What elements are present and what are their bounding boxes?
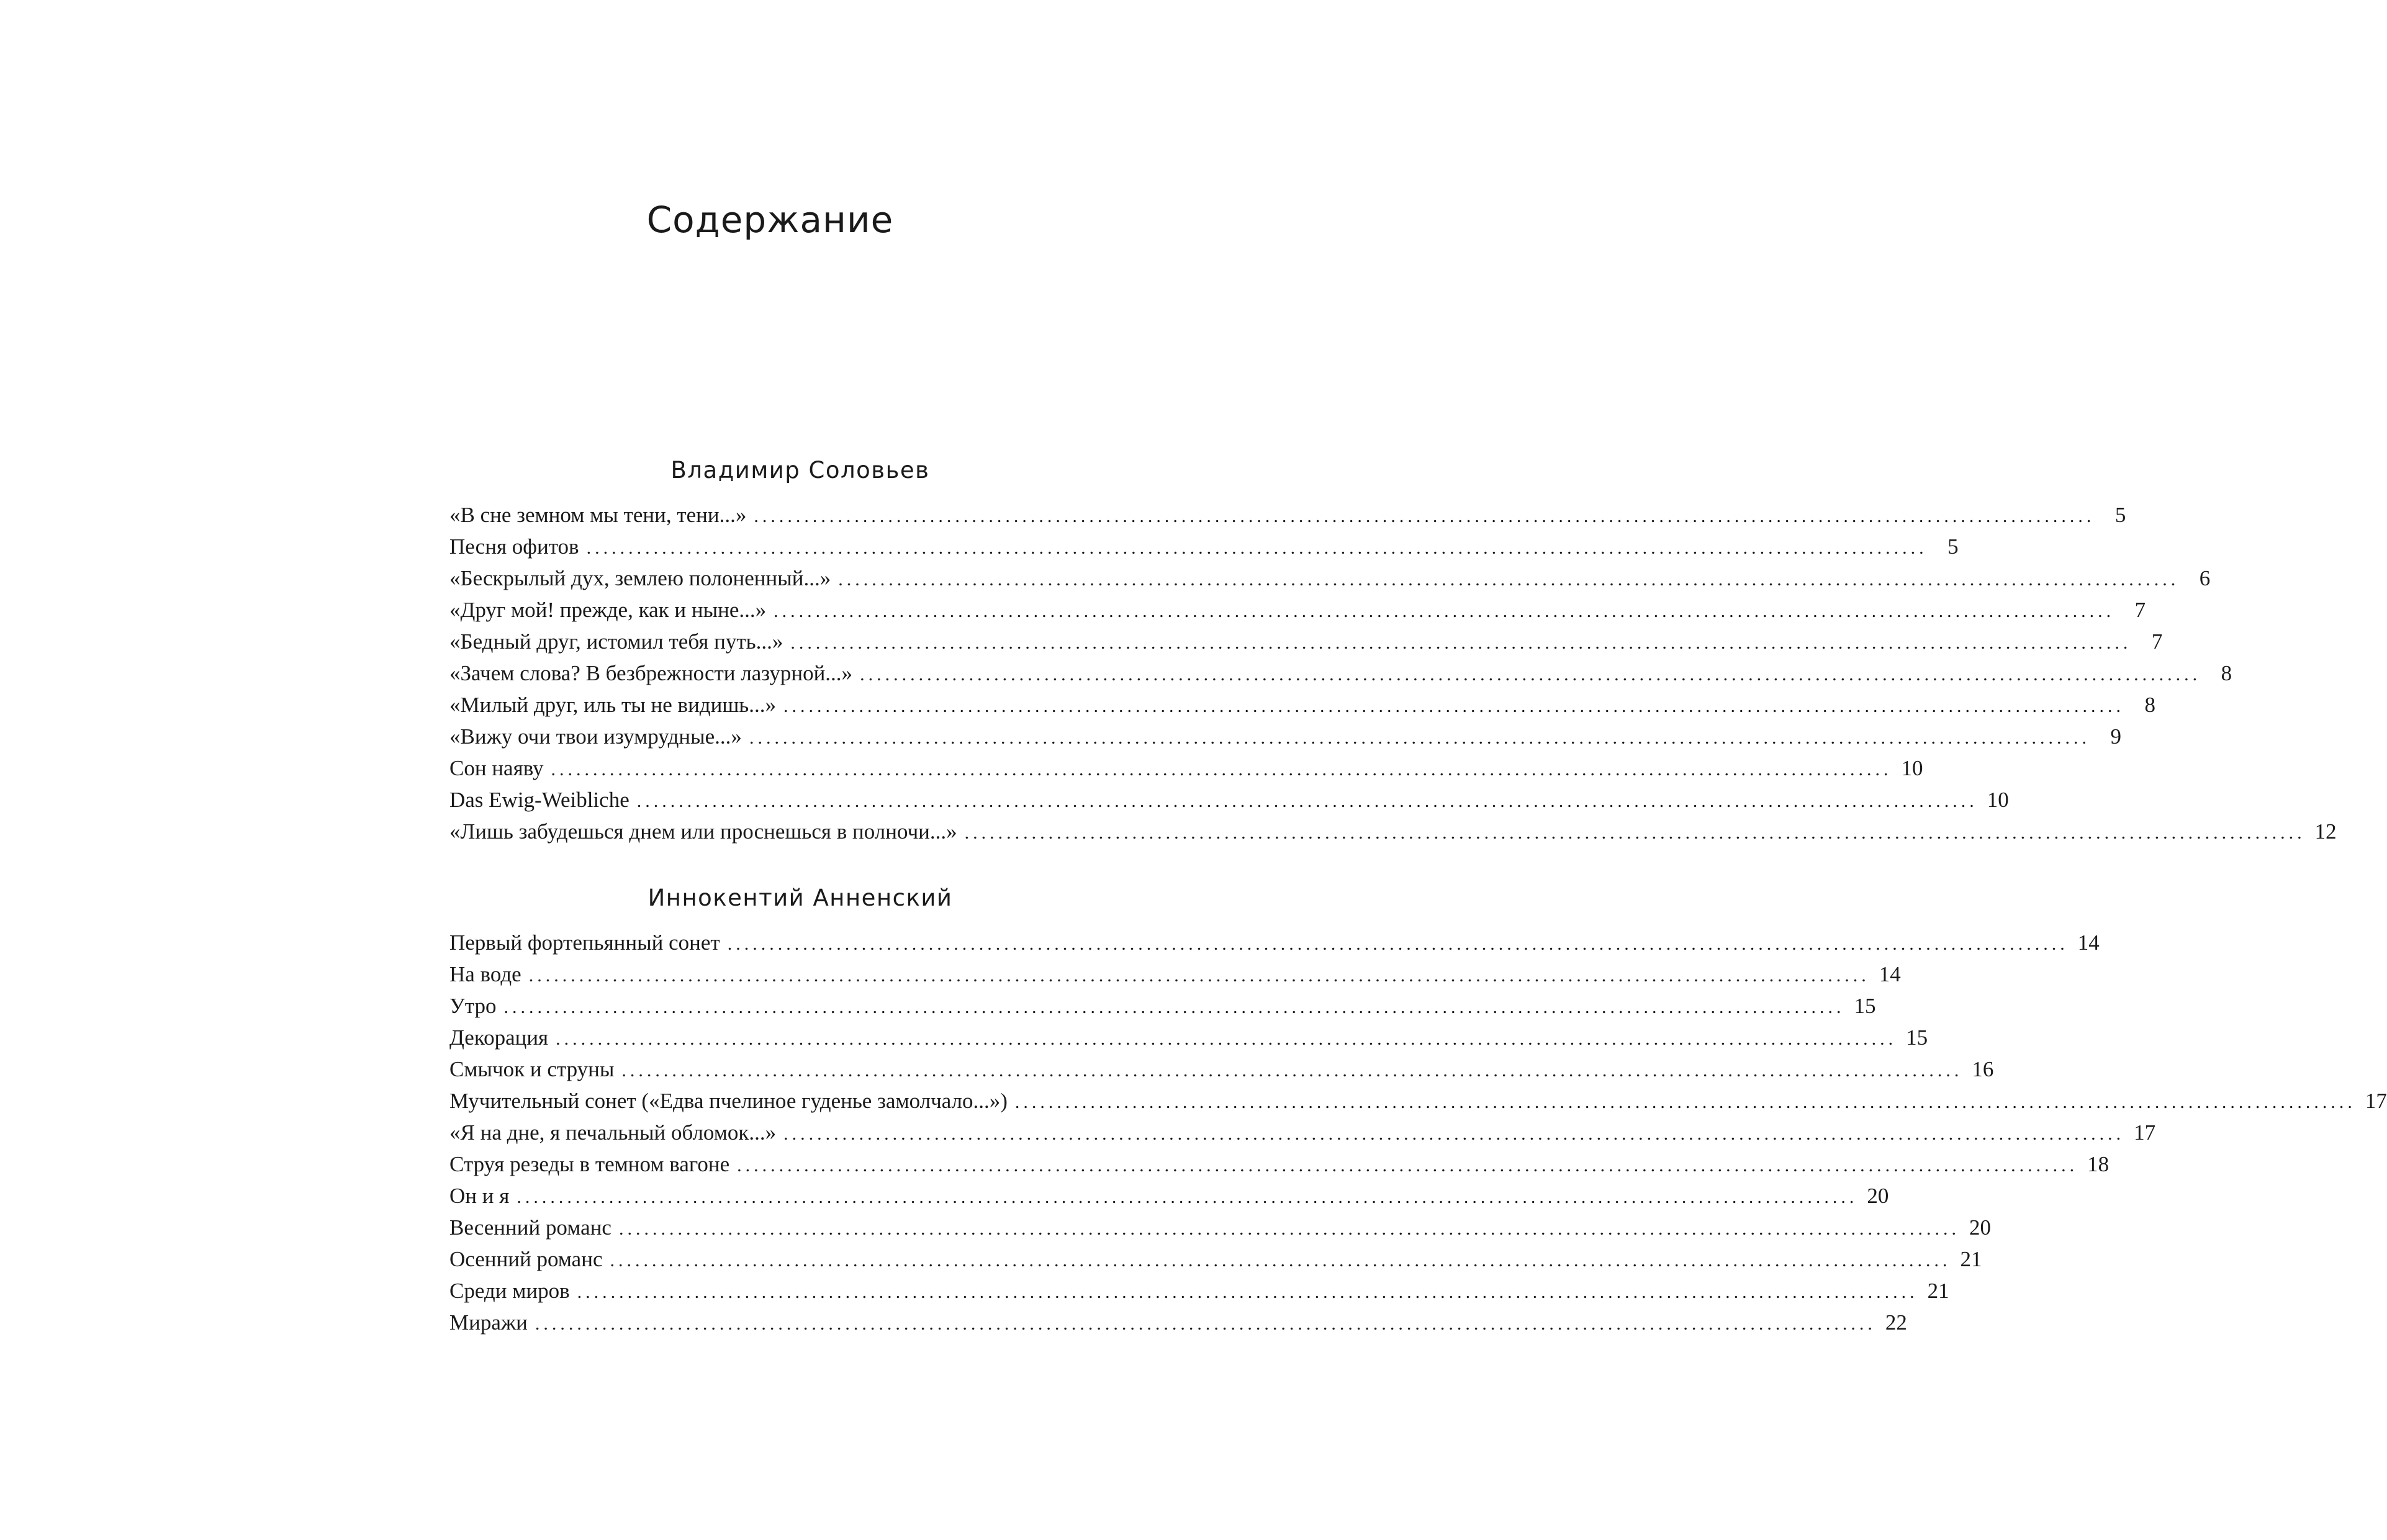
dot-leader: ................................................................................................................................................................	[774, 601, 2115, 621]
toc-entry[interactable]	[449, 1307, 1907, 1338]
toc-entry-title: «Зачем слова? В безбрежности лазурной...»	[449, 661, 853, 685]
toc-entry[interactable]	[449, 1022, 1928, 1053]
toc-entry-title: Миражи	[449, 1310, 528, 1335]
toc-entry-page-number: 21	[1927, 1279, 1949, 1303]
toc-entry[interactable]	[449, 562, 2211, 594]
toc-entry-title: «Вижу очи твои изумрудные...»	[449, 724, 742, 749]
toc-entry-page-number: 17	[2365, 1089, 2387, 1113]
dot-leader: ................................................................................................................................................................	[528, 965, 1870, 986]
toc-entry-page-number: 17	[2134, 1120, 2156, 1145]
toc-entry[interactable]	[449, 626, 2163, 657]
toc-entry-title: «Бедный друг, истомил тебя путь...»	[449, 629, 783, 654]
toc-entry-title: «В сне земном мы тени, тени...»	[449, 503, 747, 527]
toc-entry-title: «Бескрылый дух, землею полоненный...»	[449, 566, 831, 590]
toc-entry-title: На воде	[449, 962, 521, 986]
toc-entry[interactable]	[449, 689, 2156, 721]
toc-entry-page-number: 20	[1867, 1184, 1889, 1208]
toc-entry[interactable]	[449, 1053, 1994, 1085]
toc-entry[interactable]	[449, 927, 2100, 958]
toc-entry-title: Сон наяву	[449, 756, 544, 780]
toc-entry-page-number: 22	[1885, 1310, 1907, 1335]
toc-entry-page-number: 14	[1879, 962, 1901, 986]
dot-leader: ................................................................................................................................................................	[754, 506, 2095, 526]
dot-leader: ................................................................................................................................................................	[551, 759, 1892, 780]
toc-entry-page-number: 8	[2144, 693, 2156, 717]
toc-entry-page-number: 12	[2314, 819, 2337, 844]
dot-leader: ................................................................................................................................................................	[621, 1060, 1963, 1081]
toc-entry[interactable]	[449, 657, 2232, 689]
toc-entry-title: Утро	[449, 994, 497, 1018]
toc-entry-page-number: 14	[2077, 930, 2100, 955]
toc-entry-title: Das Ewig-Weibliche	[449, 788, 629, 812]
toc-entry-title: Мучительный сонет («Едва пчелиное гуденье замолчало...»)	[449, 1089, 1008, 1113]
toc-entry[interactable]	[449, 1117, 2156, 1148]
toc-entry-title: Весенний романс	[449, 1215, 611, 1240]
author-heading: Иннокентий Анненский	[648, 885, 953, 911]
toc-entry[interactable]	[449, 531, 1959, 562]
toc-entry-page-number: 10	[1987, 788, 2009, 812]
dot-leader: ................................................................................................................................................................	[517, 1187, 1858, 1207]
dot-leader: ................................................................................................................................................................	[610, 1250, 1951, 1271]
toc-entry-page-number: 7	[2151, 629, 2163, 654]
toc-entry-title: Декорация	[449, 1025, 549, 1050]
dot-leader: ................................................................................................................................................................	[636, 791, 1978, 811]
toc-entry[interactable]	[449, 1180, 1889, 1212]
dot-leader: ................................................................................................................................................................	[1014, 1092, 2356, 1112]
toc-entry-page-number: 5	[2114, 503, 2126, 527]
toc-entry-title: Струя резеды в темном вагоне	[449, 1152, 730, 1176]
toc-entry-page-number: 7	[2134, 598, 2146, 622]
dot-leader: ................................................................................................................................................................	[749, 727, 2090, 748]
toc-entry[interactable]	[449, 1148, 2109, 1180]
toc-entry-title: Он и я	[449, 1184, 510, 1208]
toc-entry-title: Песня офитов	[449, 534, 579, 559]
toc-entry-title: «Милый друг, иль ты не видишь...»	[449, 693, 777, 717]
toc-entry-page-number: 9	[2110, 724, 2121, 749]
toc-entry[interactable]	[449, 721, 2121, 752]
toc-entry[interactable]	[449, 1275, 1949, 1307]
toc-entry-title: «Лишь забудешься днем или проснешься в полночи...»	[449, 819, 957, 844]
toc-entry-page-number: 8	[2221, 661, 2232, 685]
dot-leader: ................................................................................................................................................................	[618, 1218, 1960, 1239]
toc-section-solovyov	[449, 452, 2337, 847]
toc-entry-page-number: 21	[1960, 1247, 1982, 1271]
dot-leader: ................................................................................................................................................................	[790, 633, 2132, 653]
toc-entry-page-number: 16	[1972, 1057, 1994, 1081]
toc-entry[interactable]	[449, 816, 2337, 847]
toc-entry-page-number: 20	[1969, 1215, 1991, 1240]
toc-entry[interactable]	[449, 990, 1876, 1022]
toc-entry-title: Осенний романс	[449, 1247, 603, 1271]
dot-leader: ................................................................................................................................................................	[535, 1313, 1876, 1334]
dot-leader: ................................................................................................................................................................	[737, 1155, 2078, 1176]
toc-entry[interactable]	[449, 1243, 1982, 1275]
toc-entry-page-number: 6	[2199, 566, 2211, 590]
toc-entry[interactable]	[449, 1085, 2387, 1117]
toc-entry-title: Среди миров	[449, 1279, 570, 1303]
toc-entry[interactable]	[449, 752, 1923, 784]
dot-leader: ................................................................................................................................................................	[586, 538, 1928, 558]
toc-list	[449, 927, 2387, 1338]
toc-entry-title: Первый фортепьянный сонет	[449, 930, 720, 955]
toc-entry-page-number: 5	[1947, 534, 1959, 559]
dot-leader: ................................................................................................................................................................	[727, 934, 2069, 954]
author-heading: Владимир Соловьев	[670, 457, 930, 484]
toc-entry-page-number: 18	[2087, 1152, 2109, 1176]
toc-list	[449, 499, 2337, 847]
toc-entry-title: Смычок и струны	[449, 1057, 615, 1081]
toc-entry-title: «Я на дне, я печальный обломок...»	[449, 1120, 777, 1145]
toc-entry-title: «Друг мой! прежде, как и ныне...»	[449, 598, 767, 622]
dot-leader: ................................................................................................................................................................	[838, 569, 2180, 590]
toc-entry[interactable]	[449, 499, 2126, 531]
toc-entry[interactable]	[449, 1212, 1991, 1243]
toc-entry-page-number: 15	[1854, 994, 1876, 1018]
dot-leader: ................................................................................................................................................................	[556, 1029, 1897, 1049]
toc-entry[interactable]	[449, 594, 2146, 626]
dot-leader: ................................................................................................................................................................	[577, 1282, 1918, 1302]
dot-leader: ................................................................................................................................................................	[783, 696, 2125, 716]
page-title: Содержание	[646, 199, 894, 241]
dot-leader: ................................................................................................................................................................	[964, 822, 2306, 843]
toc-entry[interactable]	[449, 958, 1901, 990]
dot-leader: ................................................................................................................................................................	[860, 664, 2201, 685]
toc-entry[interactable]	[449, 784, 2009, 816]
dot-leader: ................................................................................................................................................................	[783, 1123, 2125, 1144]
toc-section-annensky	[449, 880, 2387, 1338]
toc-entry-page-number: 15	[1906, 1025, 1928, 1050]
dot-leader: ................................................................................................................................................................	[503, 997, 1845, 1017]
toc-entry-page-number: 10	[1901, 756, 1923, 780]
